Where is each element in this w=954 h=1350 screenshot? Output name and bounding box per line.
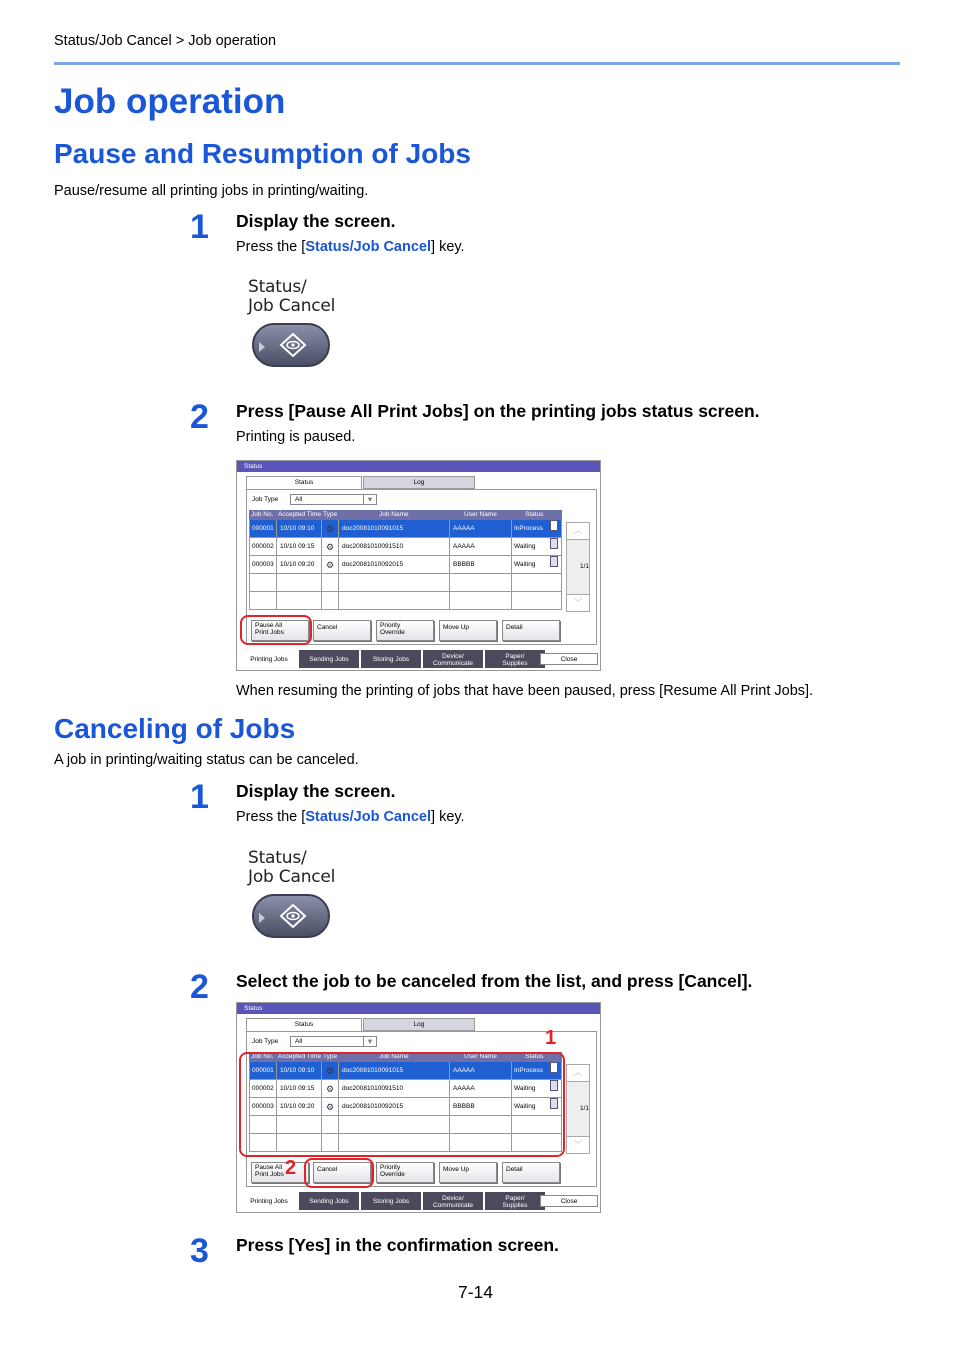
section-heading-cancel: Canceling of Jobs xyxy=(54,713,296,744)
table-row[interactable]: 000001 10/10 09:10 ⚙ doc20081010091015 AAAAA InProcess xyxy=(249,1062,562,1080)
step-title: Display the screen. xyxy=(236,781,396,801)
key-name: Status/Job Cancel xyxy=(305,809,432,825)
header-rule xyxy=(54,62,900,65)
diamond-eye-icon xyxy=(279,904,307,928)
table-header: Job No. Accepted Time Type Job Name User Name Status xyxy=(249,1052,562,1062)
close-button[interactable]: Close xyxy=(540,1195,598,1207)
status-job-cancel-key[interactable] xyxy=(248,278,338,374)
step-number: 1 xyxy=(190,208,209,246)
tab-sending-jobs[interactable]: Sending Jobs xyxy=(299,1192,359,1210)
table-row[interactable]: 000003 10/10 09:20 ⚙ doc20081010092015 BBBBB Waiting xyxy=(249,1098,562,1116)
screen-title: Status xyxy=(237,461,600,472)
diamond-eye-icon xyxy=(279,333,307,357)
tab-paper-supplies[interactable]: Paper/ Supplies xyxy=(485,650,545,668)
tab-log[interactable]: Log xyxy=(363,476,475,489)
printer-icon xyxy=(550,556,558,567)
callout-2: 2 xyxy=(285,1157,297,1179)
step-number: 3 xyxy=(190,1232,209,1270)
tab-device-communicate[interactable]: Device/ Communicate xyxy=(423,650,483,668)
chevron-down-icon: ⩔ xyxy=(363,495,376,504)
key-label-line2: Job Cancel xyxy=(248,867,336,887)
cancel-button[interactable]: Cancel xyxy=(313,620,371,641)
printer-icon xyxy=(550,520,558,531)
indicator-icon xyxy=(259,913,265,923)
cancel-button[interactable]: Cancel xyxy=(313,1162,371,1183)
status-screen xyxy=(236,1002,601,1213)
priority-override-button[interactable]: Priority Override xyxy=(376,620,434,641)
detail-button[interactable]: Detail xyxy=(502,1162,560,1183)
key-label-line2: Job Cancel xyxy=(248,296,336,316)
tab-storing-jobs[interactable]: Storing Jobs xyxy=(361,1192,421,1210)
table-row[interactable]: 000003 10/10 09:20 ⚙ doc20081010092015 BBBBB Waiting xyxy=(249,556,562,574)
detail-button[interactable]: Detail xyxy=(502,620,560,641)
status-screen xyxy=(236,460,601,671)
step-number: 1 xyxy=(190,778,209,816)
section-intro-cancel: A job in printing/waiting status can be canceled. xyxy=(54,752,359,768)
print-job-icon: ⚙ xyxy=(326,560,335,570)
page-number: 7-14 xyxy=(458,1282,494,1302)
pause-all-print-jobs-button[interactable]: Pause All Print Jobs xyxy=(251,620,309,641)
tab-printing-jobs[interactable]: Printing Jobs xyxy=(239,650,299,668)
bottom-tabs xyxy=(237,1191,600,1212)
print-job-icon: ⚙ xyxy=(326,1102,335,1112)
tab-device-communicate[interactable]: Device/ Communicate xyxy=(423,1192,483,1210)
step-title: Press [Pause All Print Jobs] on the printing jobs status screen. xyxy=(236,401,760,421)
highlight-cancel-button xyxy=(304,1158,374,1188)
step-title: Press [Yes] in the confirmation screen. xyxy=(236,1235,559,1255)
print-job-icon: ⚙ xyxy=(326,1084,335,1094)
resume-note: When resuming the printing of jobs that have been paused, press [Resume All Print Jobs]. xyxy=(236,683,814,699)
tab-sending-jobs[interactable]: Sending Jobs xyxy=(299,650,359,668)
page-title: Job operation xyxy=(54,82,286,121)
tab-status[interactable]: Status xyxy=(246,476,362,489)
tab-storing-jobs[interactable]: Storing Jobs xyxy=(361,650,421,668)
chevron-down-icon[interactable]: ﹀ xyxy=(567,594,589,611)
step-title: Select the job to be canceled from the list, and press [Cancel]. xyxy=(236,971,753,991)
status-job-cancel-key[interactable] xyxy=(248,849,338,945)
section-intro-pause: Pause/resume all printing jobs in printing/waiting. xyxy=(54,183,369,199)
move-up-button[interactable]: Move Up xyxy=(439,620,497,641)
job-type-label: Job Type xyxy=(252,496,279,503)
table-row[interactable] xyxy=(249,574,562,592)
job-type-select[interactable]: All ⩔ xyxy=(290,1036,377,1047)
job-type-label: Job Type xyxy=(252,1038,279,1045)
key-label-line1: Status/ xyxy=(248,277,307,297)
table-row[interactable]: 000002 10/10 09:15 ⚙ doc20081010091510 AAAAA Waiting xyxy=(249,538,562,556)
callout-1: 1 xyxy=(545,1027,557,1049)
printer-icon xyxy=(550,538,558,549)
print-job-icon: ⚙ xyxy=(326,1066,335,1076)
section-heading-pause: Pause and Resumption of Jobs xyxy=(54,138,471,169)
step-body: Press the [Status/Job Cancel] key. xyxy=(236,809,465,825)
table-header: Job No. Accepted Time Type Job Name User Name Status xyxy=(249,510,562,520)
job-type-select[interactable]: All ⩔ xyxy=(290,494,377,505)
print-job-icon: ⚙ xyxy=(326,524,335,534)
hard-key-button[interactable] xyxy=(252,323,330,367)
tab-printing-jobs[interactable]: Printing Jobs xyxy=(239,1192,299,1210)
step-number: 2 xyxy=(190,398,209,436)
print-job-icon: ⚙ xyxy=(326,542,335,552)
breadcrumb: Status/Job Cancel > Job operation xyxy=(54,33,277,49)
key-label-line1: Status/ xyxy=(248,848,307,868)
highlight-job-list xyxy=(239,1052,565,1157)
page-indicator: 1/1 xyxy=(580,563,590,570)
hard-key-button[interactable] xyxy=(252,894,330,938)
step-body: Press the [Status/Job Cancel] key. xyxy=(236,239,465,255)
bottom-tabs xyxy=(237,649,600,670)
key-name: Status/Job Cancel xyxy=(305,239,432,255)
chevron-down-icon: ⩔ xyxy=(363,1037,376,1046)
chevron-up-icon[interactable]: ︿ xyxy=(567,523,589,540)
step-title: Display the screen. xyxy=(236,211,396,231)
tab-status[interactable]: Status xyxy=(246,1018,362,1031)
table-row[interactable]: 000002 10/10 09:15 ⚙ doc20081010091510 AAAAA Waiting xyxy=(249,1080,562,1098)
priority-override-button[interactable]: Priority Override xyxy=(376,1162,434,1183)
close-button[interactable]: Close xyxy=(540,653,598,665)
move-up-button[interactable]: Move Up xyxy=(439,1162,497,1183)
job-table xyxy=(249,510,562,610)
page-indicator: 1/1 xyxy=(580,1105,590,1112)
step-body: Printing is paused. xyxy=(236,429,356,445)
tab-log[interactable]: Log xyxy=(363,1018,475,1031)
table-row[interactable]: 000001 10/10 09:10 ⚙ doc20081010091015 AAAAA InProcess xyxy=(249,520,562,538)
chevron-down-icon[interactable]: ﹀ xyxy=(567,1136,589,1153)
table-row[interactable] xyxy=(249,592,562,610)
highlight-pause-button xyxy=(240,615,312,645)
indicator-icon xyxy=(259,342,265,352)
screen-title: Status xyxy=(237,1003,600,1014)
chevron-up-icon[interactable]: ︿ xyxy=(567,1065,589,1082)
tab-paper-supplies[interactable]: Paper/ Supplies xyxy=(485,1192,545,1210)
step-number: 2 xyxy=(190,968,209,1006)
pause-all-print-jobs-button[interactable]: Pause All Print Jobs xyxy=(251,1162,309,1183)
